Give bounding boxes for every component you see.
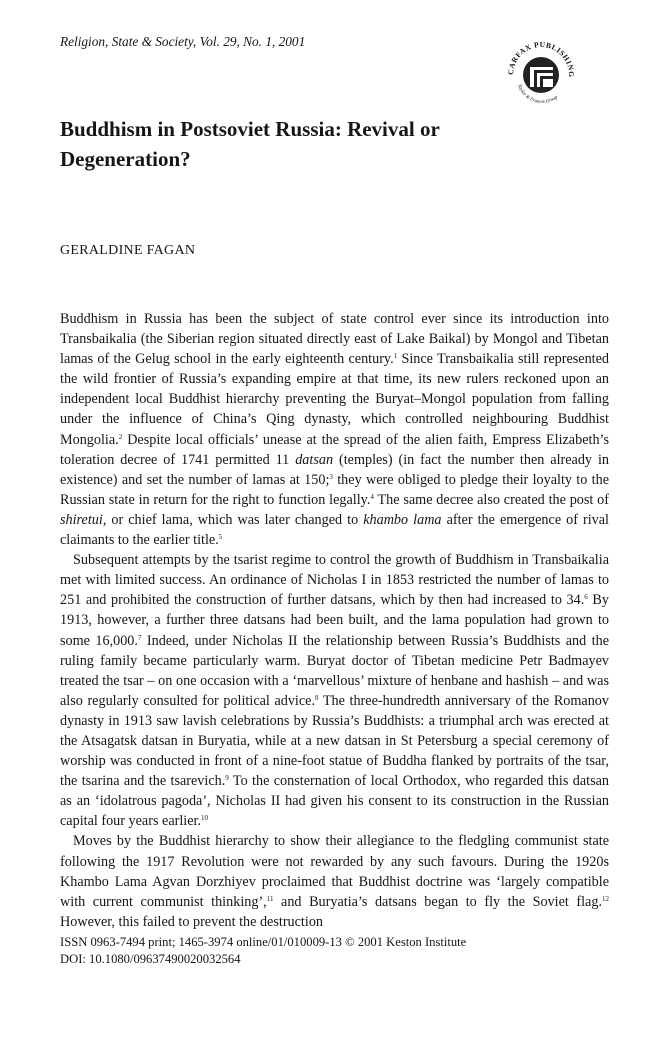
italic-term: datsan xyxy=(295,451,334,468)
issn-line: ISSN 0963-7494 print; 1465-3974 online/01/010009-13 © 2001 Keston Institute xyxy=(60,935,467,949)
footnote-ref: 10 xyxy=(201,814,209,823)
article-body xyxy=(60,309,609,932)
text-run: Subsequent attempts by the tsarist regime to control the growth of Buddhism in Transbaikalia met with limited success. An ordinance of Nicholas I in 1853 restricted the number of lamas to 251 and prohibited the construction of further datsans, which by then had increased to 34. xyxy=(60,552,609,609)
italic-term: khambo lama xyxy=(363,511,442,528)
footnote-ref: 5 xyxy=(218,533,223,542)
text-run: However, this failed to prevent the destruction xyxy=(60,913,324,930)
footnote-ref: 12 xyxy=(602,894,609,903)
article-title: Buddhism in Postsoviet Russia: Revival or Degeneration? xyxy=(60,117,440,171)
text-run: Buddhism in Russia has been the subject of state control ever since its introduction into Transbaikalia (the Siberian region situated directly east of Lake Baikal) by Mongol and Tibetan lamas of the Gelug school in the early eighteenth century. xyxy=(60,311,609,368)
logo-text-bottom: Taylor & Francis Group xyxy=(516,83,559,106)
text-run: Moves by the Buddhist hierarchy to show their allegiance to the fledgling communist state following the 1917 Revolution were not rewarded by any such favours. During the 1920s Khambo Lama Agvan Dorzhiyev proclaimed that Buddhist doctrine was ‘largely compatible with current communist thinking’, xyxy=(60,833,609,910)
italic-term: shiretui xyxy=(60,511,103,528)
text-run: after the emergence of rival claimants to the earlier title. xyxy=(60,511,610,549)
author-name: GERALDINE FAGAN xyxy=(60,243,196,258)
body-paragraph xyxy=(60,831,609,931)
logo-text-top: CARFAX PUBLISHING xyxy=(505,39,577,78)
text-run: Despite local officials’ unease at the spread of the alien faith, Empress Elizabeth’s toleration decree of 1741 permitted 11 xyxy=(60,431,609,468)
footnote-ref: 8 xyxy=(315,693,319,702)
footnote-ref: 11 xyxy=(266,894,274,903)
text-run: The same decree also created the post of xyxy=(373,491,609,508)
text-run: and Buryatia’s datsans began to fly the Soviet flag. xyxy=(273,893,602,910)
footnote-ref: 7 xyxy=(137,633,142,642)
footnote-ref: 1 xyxy=(393,352,398,361)
text-run: The three-hundredth anniversary of the Romanov dynasty in 1913 saw lavish celebrations by Russia’s Buddhists: a triumphal arch was erected at the Atsagatsk datsan in Buryatia, while at a new datsan in St Petersburg a special ceremony of worship was conducted in front of a nine-foot statue of Buddha flanked by portraits of the tsar, the tsarina and the tsarevich. xyxy=(60,692,609,790)
doi-line: DOI: 10.1080/09637490020032564 xyxy=(60,952,241,966)
footnote-ref: 3 xyxy=(329,472,333,481)
text-run: Indeed, under Nicholas II the relationship between Russia’s Buddhists and the ruling family became particularly warm. Buryat doctor of Tibetan medicine Petr Badmayev treated the tsar – on one occasion with a ‘marvellous’ mixture of henbane and hashish – and was also regularly consulted for political advice. xyxy=(60,632,610,709)
text-run: , or chief lama, which was later changed to xyxy=(102,511,364,528)
carfax-publishing-logo xyxy=(501,31,581,111)
text-run: By 1913, however, a further three datsans had been built, and the lama population had grown to some 16,000. xyxy=(60,592,609,649)
text-run: Since Transbaikalia still represented the wild frontier of Russia’s expanding empire at that time, its new rulers reckoned upon an independent local Buddhist hierarchy preventing the Buryat–Mongol population from falling under the influence of China’s Qing dynasty, which controlled neighbouring Buddhist Mongolia. xyxy=(60,351,609,448)
body-paragraph xyxy=(60,309,609,550)
text-run: (temples) (in fact the number then already in existence) and set the number of lamas at 150; xyxy=(60,451,609,488)
publication-footer xyxy=(60,934,466,968)
text-run: To the consternation of local Orthodox, who regarded this datsan as an ‘idolatrous pagoda’, Nicholas II had given his consent to its construction in the Russian capital four years earlier. xyxy=(60,773,609,830)
journal-citation: Religion, State & Society, Vol. 29, No. 1, 2001 xyxy=(60,34,306,49)
footnote-ref: 2 xyxy=(118,432,123,441)
footnote-ref: 9 xyxy=(225,774,229,783)
footnote-ref: 4 xyxy=(370,492,374,501)
text-run: they were obliged to pledge their loyalty to the Russian state in return for the right to function legally. xyxy=(60,471,610,508)
footnote-ref: 6 xyxy=(584,593,588,602)
body-paragraph xyxy=(60,550,609,831)
